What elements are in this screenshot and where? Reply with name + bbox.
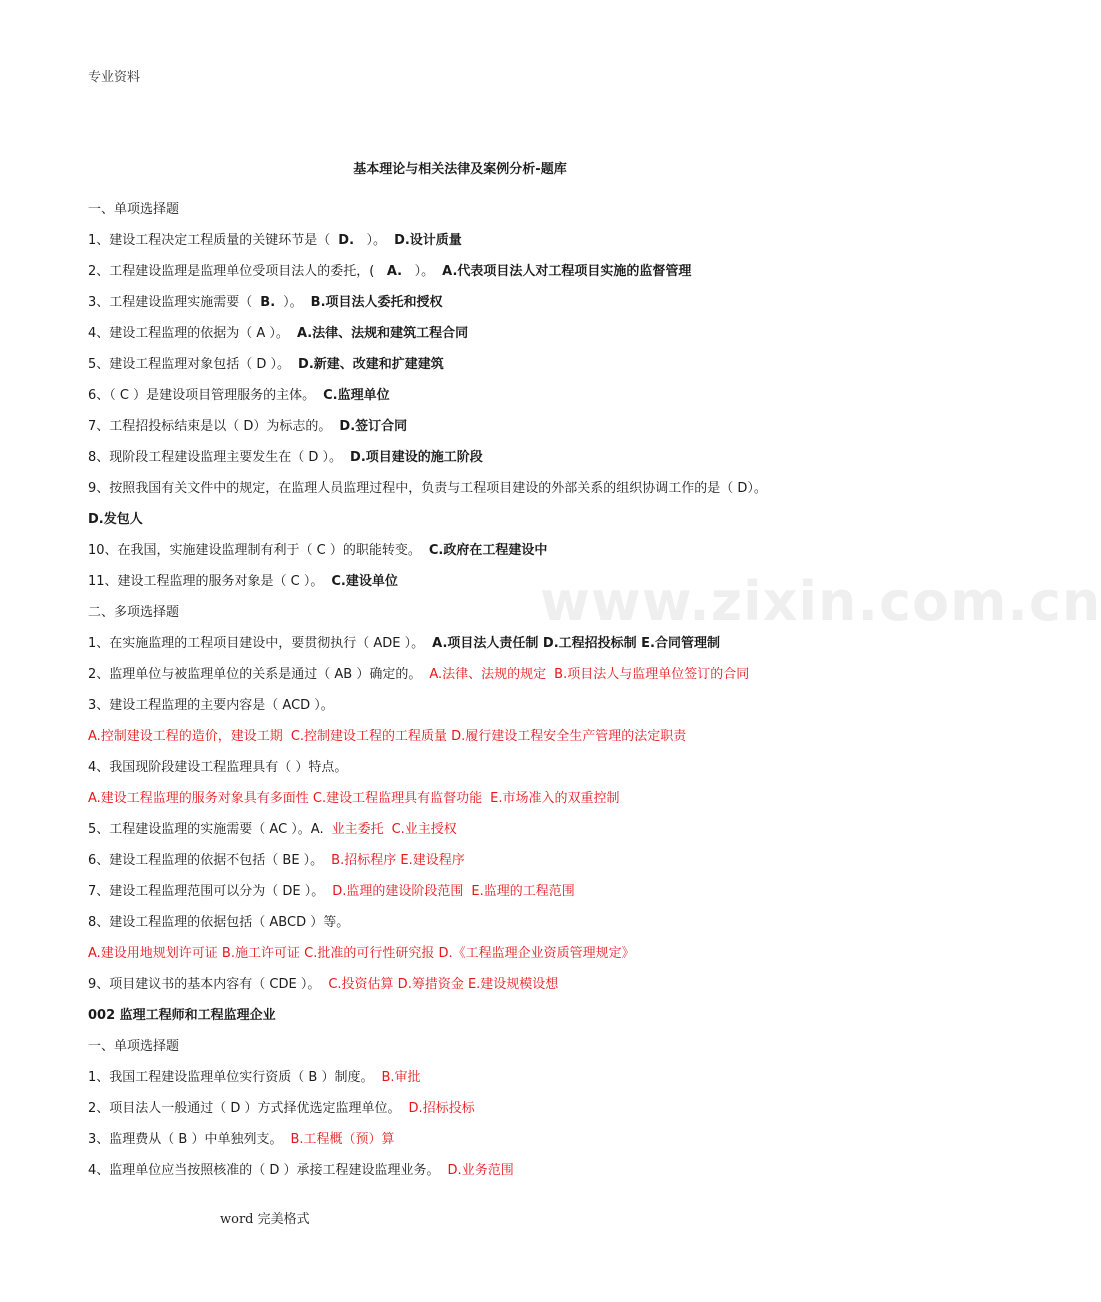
question-line [88, 789, 888, 820]
answer-bold: D.新建、改建和扩建建筑 [298, 357, 444, 372]
answer-bold: B. [260, 295, 276, 310]
answer-bold: A.项目法人责任制 D.工程招投标制 E.合同管理制 [432, 636, 720, 651]
question-line [88, 975, 888, 1006]
answer-bold: D.发包人 [88, 512, 143, 527]
question-text: 一、单项选择题 [88, 1039, 180, 1054]
question-text: 8、建设工程监理的依据包括（ ABCD ）等。 [88, 915, 350, 930]
answer-text: B.工程概（预）算 [290, 1132, 395, 1147]
page-title: 基本理论与相关法律及案例分析-题库 [353, 162, 567, 177]
question-line [88, 758, 888, 789]
question-line [88, 851, 888, 882]
question-text: ）。 [283, 295, 303, 310]
answer-text: A.建设用地规划许可证 B.施工许可证 C.批准的可行性研究报 D.《工程监理企业资质管理规定》 [88, 946, 635, 961]
question-line [88, 944, 888, 975]
question-line [88, 479, 888, 510]
question-line [88, 696, 888, 727]
answer-text: A.建设工程监理的服务对象具有多面性 C.建设工程监理具有监督功能 [88, 791, 483, 806]
question-line [88, 1037, 888, 1068]
question-text: ）。 [414, 264, 435, 279]
question-line [88, 1068, 888, 1099]
question-text: 5、工程建设监理的实施需要（ AC ）。A. [88, 822, 324, 837]
answer-text: C.控制建设工程的工程质量 D.履行建设工程安全生产管理的法定职责 [290, 729, 687, 744]
question-line [88, 1161, 888, 1192]
question-text: 一、单项选择题 [88, 202, 180, 217]
question-line [88, 820, 888, 851]
answer-text: C.业主授权 [391, 822, 457, 837]
answer-text: D.招标投标 [408, 1101, 475, 1116]
answer-text: B.审批 [381, 1070, 421, 1085]
question-text: 7、工程招投标结束是以（ D）为标志的。 [88, 419, 332, 434]
question-line [88, 293, 888, 324]
question-text: 1、我国工程建设监理单位实行资质（ B ）制度。 [88, 1070, 374, 1085]
question-line [88, 882, 888, 913]
question-text: 3、监理费从（ B ）中单独列支。 [88, 1132, 283, 1147]
header-note: 专业资料 [88, 70, 141, 85]
answer-bold: A.代表项目法人对工程项目实施的监督管理 [442, 264, 692, 279]
question-text: 3、工程建设监理实施需要（ [88, 295, 253, 310]
answer-text: 业主委托 [331, 822, 384, 837]
answer-text: D.监理的建设阶段范围 [332, 884, 464, 899]
question-text: 11、建设工程监理的服务对象是（ C ）。 [88, 574, 324, 589]
answer-bold: 002 监理工程师和工程监理企业 [88, 1008, 276, 1023]
question-text: 4、我国现阶段建设工程监理具有（ ）特点。 [88, 760, 348, 775]
question-text: 2、项目法人一般通过（ D ）方式择优选定监理单位。 [88, 1101, 401, 1116]
question-line [88, 541, 888, 572]
answer-text: C.投资估算 D.筹措资金 E.建设规模设想 [328, 977, 559, 992]
question-text: 9、按照我国有关文件中的规定，在监理人员监理过程中，负责与工程项目建设的外部关系的组织协调工作的是（ D）。 [88, 481, 767, 496]
question-line [88, 913, 888, 944]
question-line [88, 1099, 888, 1130]
question-text: 9、项目建议书的基本内容有（ CDE ）。 [88, 977, 321, 992]
answer-text: E.监理的工程范围 [471, 884, 575, 899]
question-list [88, 200, 888, 1192]
question-text: 二、多项选择题 [88, 605, 180, 620]
question-text: 5、建设工程监理对象包括（ D ）。 [88, 357, 291, 372]
question-text: 2、监理单位与被监理单位的关系是通过（ AB ）确定的。 [88, 667, 422, 682]
answer-bold: B.项目法人委托和授权 [310, 295, 443, 310]
question-text: 1、在实施监理的工程项目建设中，要贯彻执行（ ADE ）。 [88, 636, 425, 651]
question-line [88, 231, 888, 262]
question-line [88, 603, 888, 634]
question-text: 2、工程建设监理是监理单位受项目法人的委托，( [88, 264, 375, 279]
question-text: 10、在我国，实施建设监理制有利于（ C ）的职能转变。 [88, 543, 421, 558]
question-line [88, 262, 888, 293]
answer-bold: C.建设单位 [331, 574, 398, 589]
question-line [88, 1006, 888, 1037]
answer-bold: D. [338, 233, 359, 248]
question-text: 8、现阶段工程建设监理主要发生在（ D ）。 [88, 450, 343, 465]
question-text: 6、（ C ）是建设项目管理服务的主体。 [88, 388, 316, 403]
answer-text: B.招标程序 E.建设程序 [331, 853, 465, 868]
question-text: 7、建设工程监理范围可以分为（ DE ）。 [88, 884, 325, 899]
question-text: ）。 [366, 233, 387, 248]
answer-bold: C.政府在工程建设中 [428, 543, 548, 558]
answer-bold: D.项目建设的施工阶段 [350, 450, 483, 465]
answer-text: E.市场准入的双重控制 [490, 791, 620, 806]
answer-bold: A. [382, 264, 407, 279]
answer-text: A.控制建设工程的造价，建设工期 [88, 729, 283, 744]
answer-text: B.项目法人与监理单位签订的合同 [554, 667, 750, 682]
question-line [88, 448, 888, 479]
answer-bold: D.设计质量 [394, 233, 462, 248]
question-text: 6、建设工程监理的依据不包括（ BE ）。 [88, 853, 324, 868]
answer-bold: A.法律、法规和建筑工程合同 [296, 326, 469, 341]
question-text: 4、监理单位应当按照核准的（ D ）承接工程建设监理业务。 [88, 1163, 440, 1178]
footer-note: word 完美格式 [220, 1212, 310, 1227]
question-line [88, 1130, 888, 1161]
question-text: 4、建设工程监理的依据为（ A ）。 [88, 326, 289, 341]
answer-text: D.业务范围 [447, 1163, 514, 1178]
question-line [88, 417, 888, 448]
question-line [88, 634, 888, 665]
question-text: 3、建设工程监理的主要内容是（ ACD ）。 [88, 698, 334, 713]
answer-bold: C.监理单位 [323, 388, 390, 403]
question-line [88, 665, 888, 696]
answer-bold: D.签订合同 [339, 419, 408, 434]
answer-text: A.法律、法规的规定 [429, 667, 547, 682]
question-line [88, 572, 888, 603]
question-line [88, 510, 888, 541]
question-line [88, 200, 888, 231]
question-line [88, 324, 888, 355]
question-text: 1、建设工程决定工程质量的关键环节是（ [88, 233, 331, 248]
question-line [88, 386, 888, 417]
watermark: www.zixin.com.cn [540, 570, 1101, 633]
question-line [88, 727, 888, 758]
question-line [88, 355, 888, 386]
